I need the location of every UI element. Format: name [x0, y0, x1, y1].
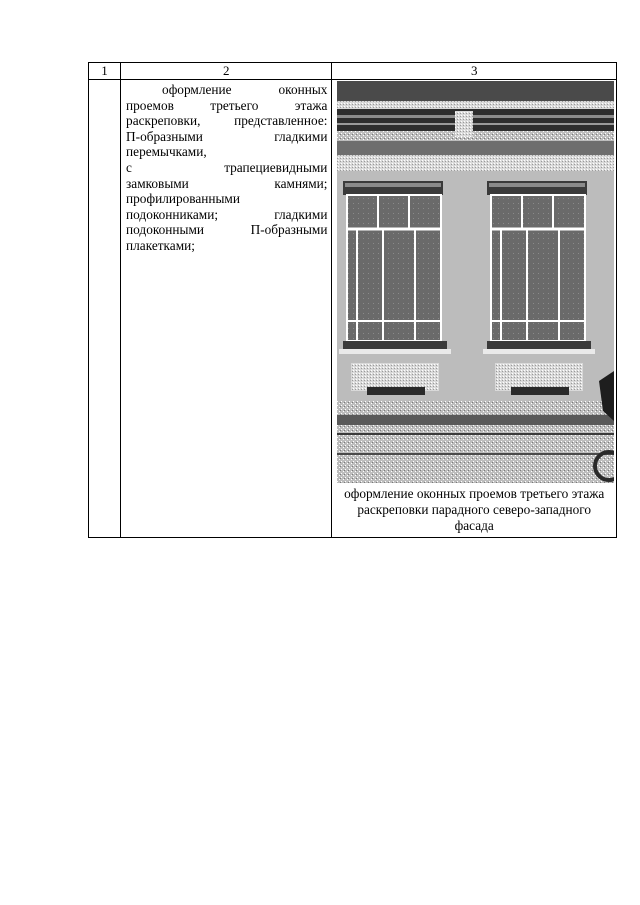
description-line — [126, 113, 327, 129]
description-text — [126, 82, 327, 254]
description-word: этажа — [294, 97, 328, 113]
description-word: подоконниками; — [126, 206, 219, 222]
description-line — [126, 129, 327, 145]
description-line — [126, 207, 327, 223]
description-word: с — [126, 159, 132, 175]
description-line — [126, 144, 327, 160]
facade-photo — [337, 81, 614, 483]
description-line — [126, 222, 327, 238]
description-word: раскреповки, — [126, 113, 201, 129]
description-word: оконных — [278, 82, 328, 97]
description-word: гладкими — [274, 206, 328, 222]
description-word: плакетками; — [126, 237, 195, 253]
description-word: П-образными — [250, 222, 328, 238]
photo-cell — [332, 80, 617, 538]
description-word: представленное: — [234, 113, 328, 129]
description-word: гладкими — [274, 128, 328, 144]
description-word: перемычками, — [126, 144, 207, 160]
header-col-1: 1 — [89, 63, 121, 80]
description-line — [126, 82, 327, 98]
description-word: третьего — [210, 97, 259, 113]
header-col-3: 3 — [332, 63, 617, 80]
facade-photo-image — [337, 81, 614, 483]
description-line — [126, 160, 327, 176]
row-number-cell — [89, 80, 121, 538]
description-line — [126, 191, 327, 207]
description-word: оформление — [162, 82, 232, 97]
description-cell — [121, 80, 332, 538]
description-word: П-образными — [126, 128, 203, 144]
table-header-row — [89, 63, 617, 80]
description-word: профилированными — [126, 191, 240, 207]
description-line — [126, 176, 327, 192]
document-table — [88, 62, 617, 538]
photo-caption: оформление оконных проемов третьего этажа раскреповки парадного северо-западного фасада — [344, 486, 605, 533]
header-col-2: 2 — [121, 63, 332, 80]
description-word: камнями; — [274, 175, 328, 191]
description-line — [126, 98, 327, 114]
description-word: замковыми — [126, 175, 189, 191]
description-word: подоконными — [126, 222, 204, 238]
table-row — [89, 80, 617, 538]
description-line — [126, 238, 327, 254]
description-word: трапециевидными — [224, 159, 328, 175]
description-word: проемов — [126, 97, 174, 113]
